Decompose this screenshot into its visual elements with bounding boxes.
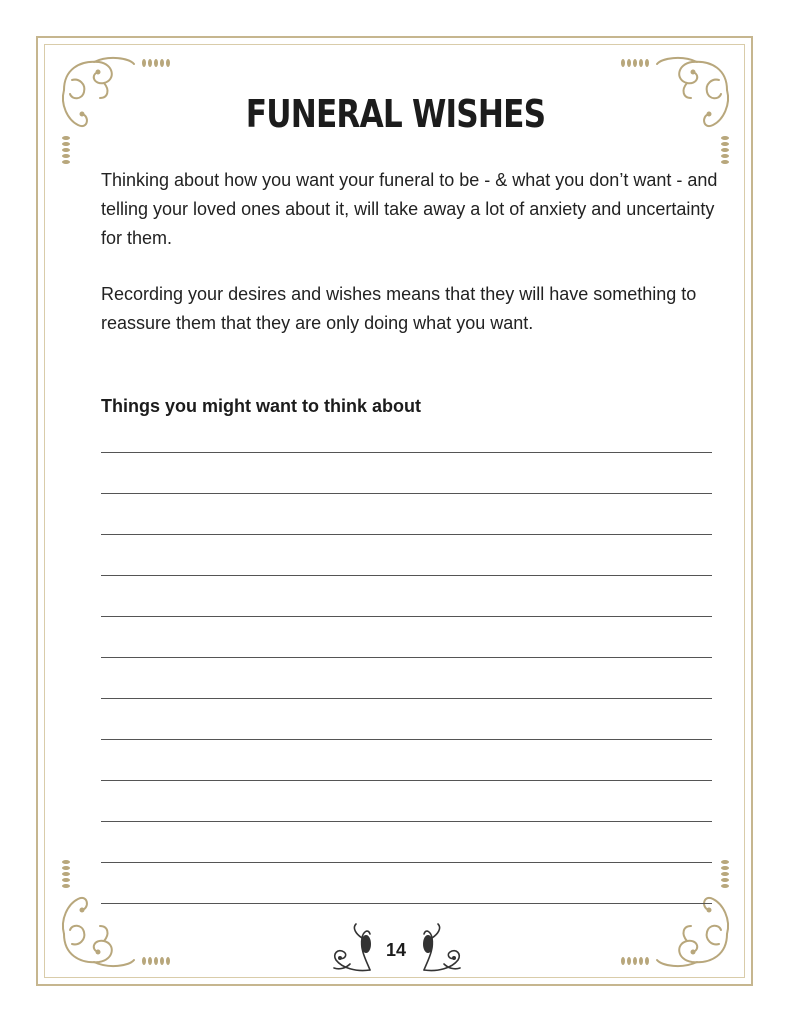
writing-line	[101, 903, 712, 904]
writing-line	[101, 452, 712, 453]
writing-line	[101, 821, 712, 822]
page-title: FUNERAL WISHES	[245, 92, 546, 136]
flourish-icon-right	[418, 920, 468, 976]
section-label: Things you might want to think about	[101, 396, 421, 416]
writing-line	[101, 739, 712, 740]
writing-line	[101, 657, 712, 658]
writing-line	[101, 616, 712, 617]
page-footer	[0, 916, 791, 976]
reassurance-paragraph: Recording your desires and wishes means that they will have something to reassure them that they are only doing what you want.	[101, 284, 697, 333]
intro-paragraph: Thinking about how you want your funeral to be - & what you don’t want - and telling your loved ones about it, will take away a lot of anxiety and uncertainty for them.	[101, 170, 718, 248]
writing-line	[101, 575, 712, 576]
writing-line	[101, 862, 712, 863]
flourish-icon-left	[326, 920, 376, 976]
writing-line	[101, 698, 712, 699]
writing-line	[101, 534, 712, 535]
writing-line	[101, 780, 712, 781]
writing-line	[101, 493, 712, 494]
page-number: 14	[385, 940, 407, 960]
